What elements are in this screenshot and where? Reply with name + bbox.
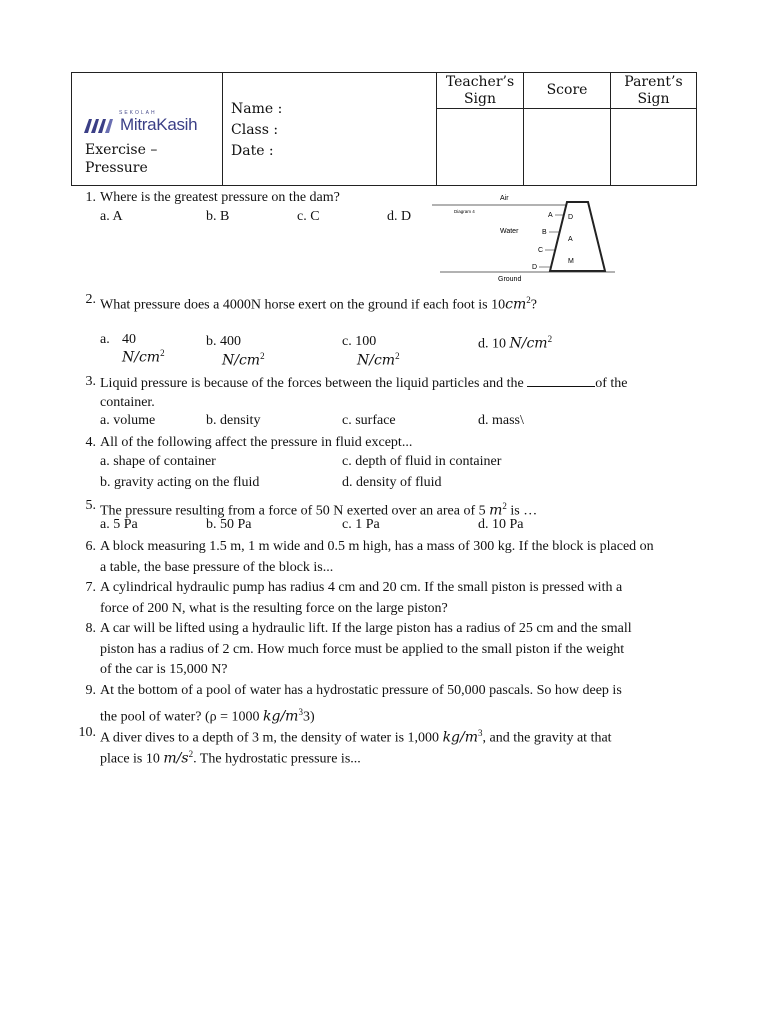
q2-option-a[interactable]: 40 (122, 332, 136, 347)
q2-option-b[interactable]: b. 400 (206, 334, 241, 349)
air-label: Air (500, 195, 509, 202)
q2-option-d[interactable]: d. 10 $N/cm^2$ (478, 334, 553, 352)
q5-option-d[interactable]: d. 10 Pa (478, 517, 524, 532)
q4-option-c[interactable]: c. depth of fluid in container (342, 454, 502, 469)
question-2: 2. What pressure does a 4000N horse exert on the ground if each foot is $10cm^2$? (85, 292, 537, 313)
score-header: Score (524, 73, 611, 109)
dam-letter-a: A (568, 236, 573, 243)
parent-sign-header: Parent’s Sign (611, 73, 697, 109)
school-logo (83, 110, 213, 138)
q4-option-d[interactable]: d. density of fluid (342, 475, 442, 490)
logo-mark-icon (83, 117, 115, 133)
q3-blank[interactable] (527, 372, 595, 387)
q2-option-a-unit: $N/cm^2$ (122, 348, 165, 366)
q1-option-c[interactable]: c. C (297, 209, 320, 224)
dam-diagram (430, 191, 620, 283)
student-info-cell (223, 73, 437, 186)
class-label: Class : (231, 122, 279, 138)
question-5: 5. The pressure resulting from a force of 50 N exerted over an area of 5 $m^2$ is … (85, 498, 538, 519)
q2-option-c-unit: $N/cm^2$ (357, 351, 400, 369)
question-3: 3. Liquid pressure is because of the forces between the liquid particles and the of the container. (85, 374, 628, 410)
diagram-caption: Diagram 4 (454, 209, 475, 214)
parent-sign-box[interactable] (611, 109, 697, 186)
water-label: Water (500, 228, 519, 235)
q1-option-b[interactable]: b. B (206, 209, 230, 224)
point-c-label: C (538, 247, 544, 254)
point-b-label: B (542, 229, 547, 236)
exercise-title: Exercise – Pressure (85, 142, 158, 176)
point-a-label: A (548, 212, 553, 219)
score-box[interactable] (524, 109, 611, 186)
question-6: 6. A block measuring 1.5 m, 1 m wide and 0.5 m high, has a mass of 300 kg. If the block is placed on a table, the base pressure of the block is... (85, 539, 654, 575)
q4-option-a[interactable]: a. shape of container (100, 454, 216, 469)
header-table (71, 72, 697, 186)
q3-option-a[interactable]: a. volume (100, 413, 156, 428)
question-1: 1. Where is the greatest pressure on the dam? (85, 190, 340, 205)
question-7: 7. A cylindrical hydraulic pump has radius 4 cm and 20 cm. If the small piston is pressed with a force of 200 N, what is the resulting force on the large piston? (85, 580, 623, 616)
teacher-sign-header: Teacher’s Sign (437, 73, 524, 109)
question-10: 10. A diver dives to a depth of 3 m, the density of water is 1,000 $kg/m^3$, and the gravity at that place is 10 $m/s^2$. The hydrostatic pressure is... (78, 725, 612, 767)
question-9: 9. At the bottom of a pool of water has a hydrostatic pressure of 50,000 pascals. So how deep is the pool of water? (ρ = 1000 $kg/m^33$) (85, 683, 622, 725)
dam-letter-m: M (568, 258, 574, 265)
q1-option-a[interactable]: a. A (100, 209, 123, 224)
q2-option-c[interactable]: c. 100 (342, 334, 377, 349)
logo-text: MitraKasih (120, 115, 198, 134)
teacher-sign-box[interactable] (437, 109, 524, 186)
q3-option-b[interactable]: b. density (206, 413, 261, 428)
name-label: Name : (231, 101, 283, 117)
logo-cell (72, 73, 223, 186)
question-8: 8. A car will be lifted using a hydraulic lift. If the large piston has a radius of 25 cm and the small piston has a radius of 2 cm. How much force must be applied to the small piston if the weight of the car is 15,000 N? (85, 621, 632, 677)
question-4: 4. All of the following affect the pressure in fluid except... (85, 435, 413, 450)
point-d-label: D (532, 264, 538, 271)
q3-option-d[interactable]: d. mass\ (478, 413, 524, 428)
q4-option-b[interactable]: b. gravity acting on the fluid (100, 475, 260, 490)
q2-option-a-label: a. (100, 332, 110, 347)
dam-letter-d: D (568, 214, 574, 221)
q5-option-c[interactable]: c. 1 Pa (342, 517, 380, 532)
ground-label: Ground (498, 276, 522, 283)
q2-option-b-unit: $N/cm^2$ (222, 351, 265, 369)
q5-option-a[interactable]: a. 5 Pa (100, 517, 138, 532)
q3-option-c[interactable]: c. surface (342, 413, 396, 428)
dam-shape (550, 202, 605, 271)
logo-small-text: SEKOLAH (119, 110, 157, 116)
q1-option-d[interactable]: d. D (387, 209, 412, 224)
date-label: Date : (231, 143, 274, 159)
q5-option-b[interactable]: b. 50 Pa (206, 517, 252, 532)
